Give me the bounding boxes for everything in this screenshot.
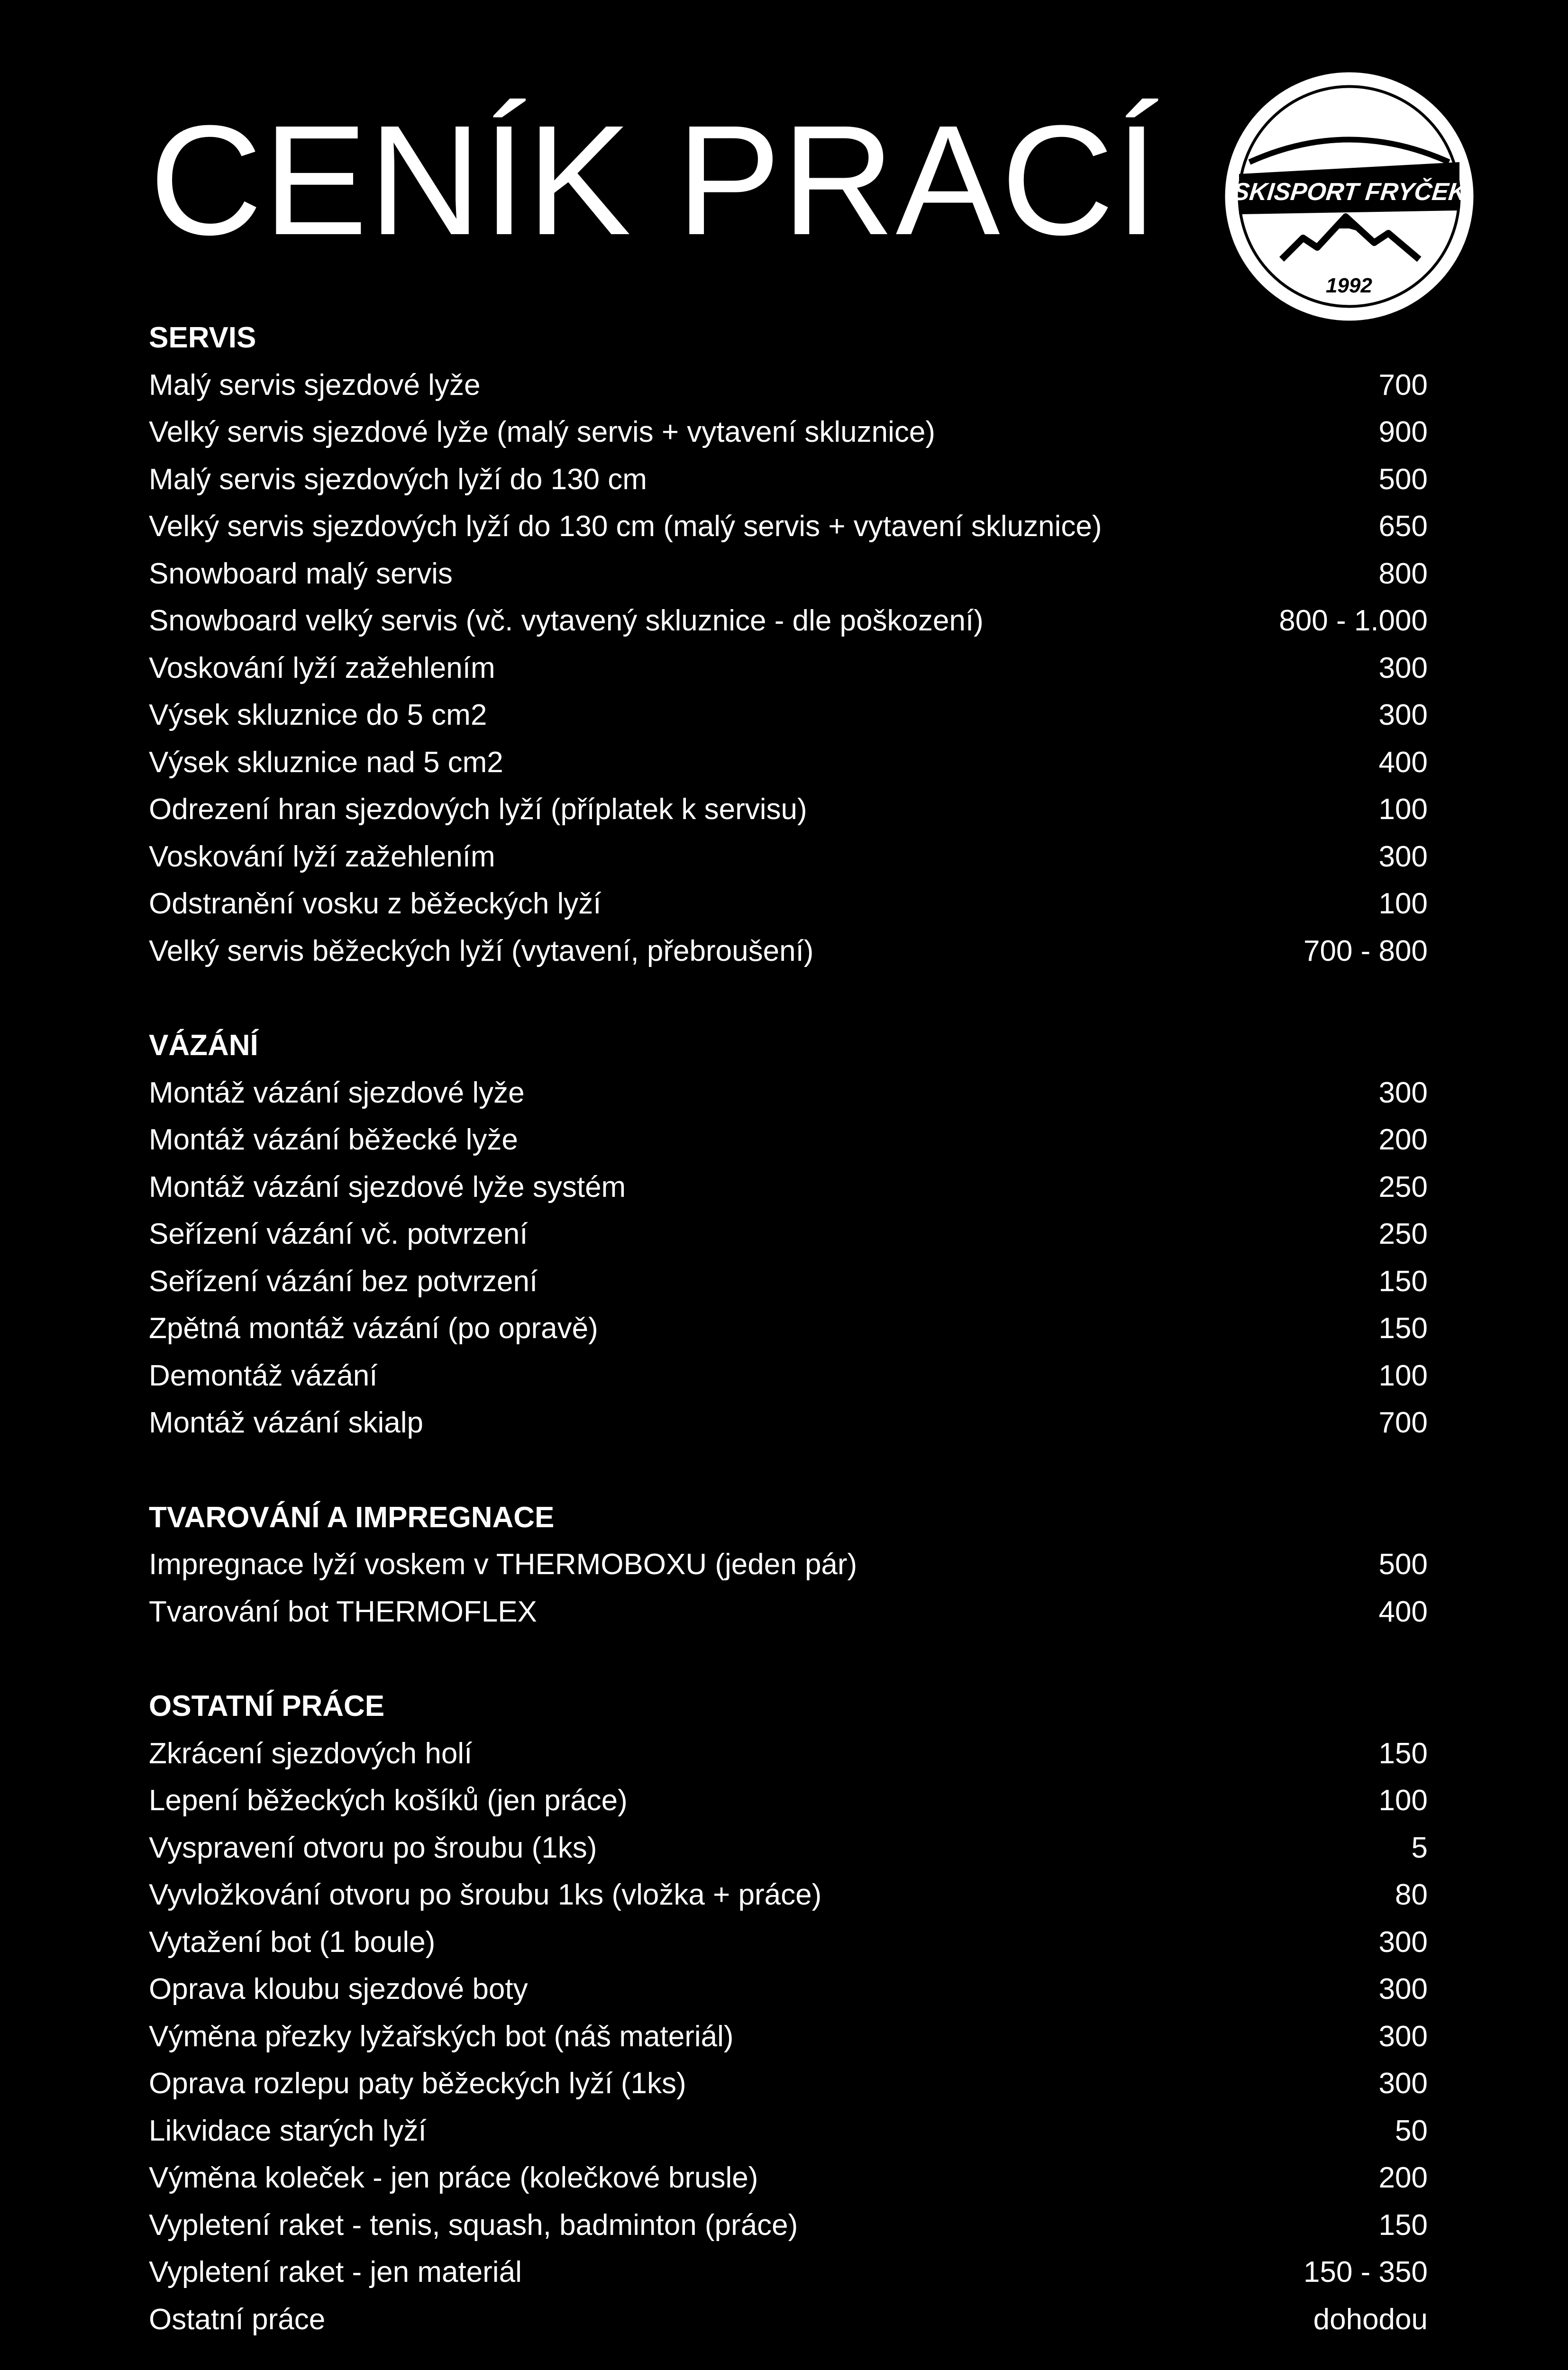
service-name: Voskování lyží zažehlením [149,840,495,873]
price-row [149,2060,1428,2107]
service-price: 5 [1411,1831,1428,1864]
service-name: Výměna koleček - jen práce (kolečkové brusle) [149,2161,758,2194]
price-row [149,1305,1428,1352]
price-row [149,1069,1428,1117]
price-row [149,2013,1428,2060]
service-price: 150 [1378,1312,1428,1345]
service-name: Montáž vázání skialp [149,1406,423,1439]
service-price: 500 [1378,1548,1428,1581]
service-name: Zpětná montáž vázání (po opravě) [149,1312,598,1345]
price-row [149,1258,1428,1305]
service-price: 300 [1378,651,1428,684]
service-name: Vyspravení otvoru po šroubu (1ks) [149,1831,597,1864]
service-name: Vypletení raket - tenis, squash, badminton (práce) [149,2208,798,2242]
service-price: 300 [1378,1973,1428,2005]
service-name: Seřízení vázání bez potvrzení [149,1265,538,1298]
service-price: dohodou [1313,2303,1428,2336]
logo-year: 1992 [1326,274,1372,297]
service-price: 300 [1378,1076,1428,1109]
price-row [149,362,1428,409]
price-row [149,597,1428,645]
service-name: Snowboard velký servis (vč. vytavený skluznice - dle poškození) [149,604,984,637]
service-name: Velký servis sjezdové lyže (malý servis + vytavení skluznice) [149,416,936,448]
service-price: 100 [1378,1359,1428,1392]
service-price: 100 [1378,793,1428,826]
service-name: Impregnace lyží voskem v THERMOBOXU (jeden pár) [149,1548,857,1581]
service-price: 150 [1378,2208,1428,2242]
section [149,1683,1428,2343]
service-name: Vytažení bot (1 boule) [149,1925,436,1959]
price-row [149,503,1428,550]
price-row [149,1966,1428,2013]
price-row [149,880,1428,928]
page-title: CENÍK PRACÍ [149,92,1159,267]
service-name: Likvidace starých lyží [149,2114,427,2147]
service-price: 650 [1378,510,1428,543]
section [149,1494,1428,1636]
section-title: OSTATNÍ PRÁCE [149,1690,385,1723]
service-name: Velký servis sjezdových lyží do 130 cm (malý servis + vytavení skluznice) [149,510,1102,543]
section-title: VÁZÁNÍ [149,1029,258,1062]
price-row [149,2107,1428,2155]
service-name: Vyvložkování otvoru po šroubu 1ks (vložka + práce) [149,1878,822,1911]
section-title: TVAROVÁNÍ A IMPREGNACE [149,1501,555,1534]
price-row [149,692,1428,739]
service-name: Vypletení raket - jen materiál [149,2256,522,2288]
service-name: Lepení běžeckých košíků (jen práce) [149,1784,628,1817]
service-price: 400 [1378,746,1428,779]
service-price: 700 [1378,1406,1428,1439]
service-price: 300 [1378,699,1428,731]
service-name: Tvarování bot THERMOFLEX [149,1595,537,1628]
price-row [149,1116,1428,1164]
price-row [149,1588,1428,1636]
price-row [149,928,1428,975]
service-price: 250 [1378,1218,1428,1250]
service-name: Odstranění vosku z běžeckých lyží [149,887,602,920]
service-price: 500 [1378,463,1428,496]
service-name: Seřízení vázání vč. potvrzení [149,1218,528,1250]
service-price: 150 - 350 [1304,2256,1428,2288]
service-price: 100 [1378,1784,1428,1817]
service-name: Montáž vázání sjezdové lyže [149,1076,525,1109]
price-row [149,786,1428,833]
price-row [149,1164,1428,1211]
service-name: Velký servis běžeckých lyží (vytavení, přebroušení) [149,934,814,967]
section [149,1022,1428,1447]
price-row [149,1399,1428,1447]
service-price: 800 [1378,557,1428,590]
price-row [149,2154,1428,2202]
service-name: Ostatní práce [149,2303,326,2336]
service-price: 300 [1378,2067,1428,2100]
service-price: 900 [1378,416,1428,448]
service-name: Montáž vázání běžecké lyže [149,1123,518,1156]
service-name: Snowboard malý servis [149,557,453,590]
service-price: 150 [1378,1265,1428,1298]
price-row [149,1541,1428,1588]
logo-name: SKISPORT FRYČEK [1231,178,1468,206]
service-price: 700 [1378,368,1428,401]
service-name: Montáž vázání sjezdové lyže systém [149,1170,626,1203]
price-row [149,2202,1428,2249]
price-row [149,1824,1428,1872]
service-name: Demontáž vázání [149,1359,378,1392]
price-row [149,409,1428,456]
service-price: 300 [1378,1925,1428,1959]
service-name: Malý servis sjezdových lyží do 130 cm [149,463,647,496]
service-price: 700 - 800 [1304,934,1428,967]
service-price: 150 [1378,1737,1428,1770]
service-name: Voskování lyží zažehlením [149,651,495,684]
service-price: 200 [1378,1123,1428,1156]
service-price: 250 [1378,1170,1428,1203]
price-row [149,833,1428,881]
price-row [149,1730,1428,1778]
service-price: 400 [1378,1595,1428,1628]
price-row [149,456,1428,503]
price-row [149,1871,1428,1919]
price-row [149,1777,1428,1824]
price-row [149,550,1428,598]
service-price: 100 [1378,887,1428,920]
price-row [149,645,1428,692]
price-row [149,739,1428,786]
service-price: 80 [1395,1878,1428,1911]
section [149,314,1428,975]
skisport-frycek-logo [1225,72,1474,321]
price-row [149,2249,1428,2296]
price-row [149,1352,1428,1400]
service-price: 50 [1395,2114,1428,2147]
service-price: 300 [1378,840,1428,873]
service-name: Malý servis sjezdové lyže [149,368,481,401]
service-name: Odrezení hran sjezdových lyží (příplatek k servisu) [149,793,807,826]
price-row [149,2296,1428,2343]
service-name: Výměna přezky lyžařských bot (náš materiál) [149,2020,734,2053]
price-row [149,1211,1428,1258]
service-price: 300 [1378,2020,1428,2053]
service-name: Oprava rozlepu paty běžeckých lyží (1ks) [149,2067,686,2100]
price-row [149,1919,1428,1966]
service-name: Zkrácení sjezdových holí [149,1737,473,1770]
service-name: Výsek skluznice nad 5 cm2 [149,746,503,779]
service-name: Výsek skluznice do 5 cm2 [149,699,487,731]
service-price: 200 [1378,2161,1428,2194]
section-title: SERVIS [149,321,256,354]
price-list [149,314,1428,2370]
service-price: 800 - 1.000 [1279,604,1428,637]
service-name: Oprava kloubu sjezdové boty [149,1973,528,2005]
